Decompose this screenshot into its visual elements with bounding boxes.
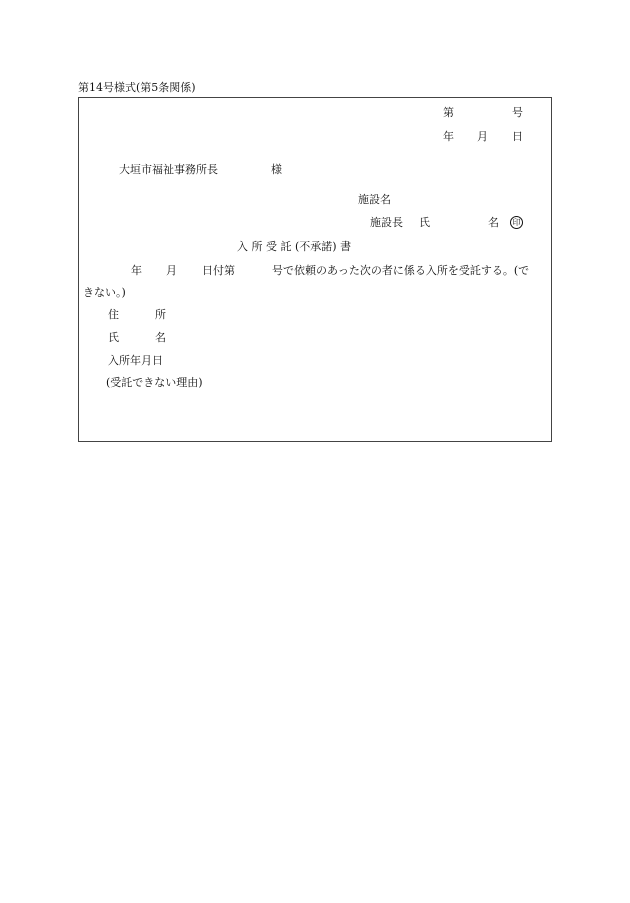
reason-label: (受託できない理由) xyxy=(106,376,203,389)
addressee-name: 大垣市福祉事務所長 xyxy=(119,163,218,176)
doc-number-suffix: 号 xyxy=(512,106,523,119)
director-label: 施設長 xyxy=(370,216,403,229)
document-title: 入 所 受 託 (不承諾) 書 xyxy=(237,240,352,253)
body-continuation: きない。) xyxy=(83,286,126,299)
address-label-b: 所 xyxy=(155,308,166,321)
date-month: 月 xyxy=(477,130,488,143)
name-label-b: 名 xyxy=(155,331,166,344)
body-year: 年 xyxy=(131,264,142,277)
name-label-a: 氏 xyxy=(108,331,119,344)
body-month: 月 xyxy=(166,264,177,277)
body-date-ref: 日付第 xyxy=(202,264,235,277)
form-number: 第14号様式(第5条関係) xyxy=(78,81,196,94)
addressee-honorific: 様 xyxy=(271,163,282,176)
director-mei: 名 xyxy=(488,216,499,229)
doc-number-prefix: 第 xyxy=(443,106,454,119)
seal-mark: 印 xyxy=(510,216,523,229)
admission-date-label: 入所年月日 xyxy=(108,354,163,367)
date-year: 年 xyxy=(443,130,454,143)
address-label-a: 住 xyxy=(108,308,119,321)
facility-label: 施設名 xyxy=(358,193,391,206)
director-shi: 氏 xyxy=(419,216,430,229)
date-day: 日 xyxy=(512,130,523,143)
body-text: 号で依頼のあった次の者に係る入所を受託する。(で xyxy=(272,264,530,277)
